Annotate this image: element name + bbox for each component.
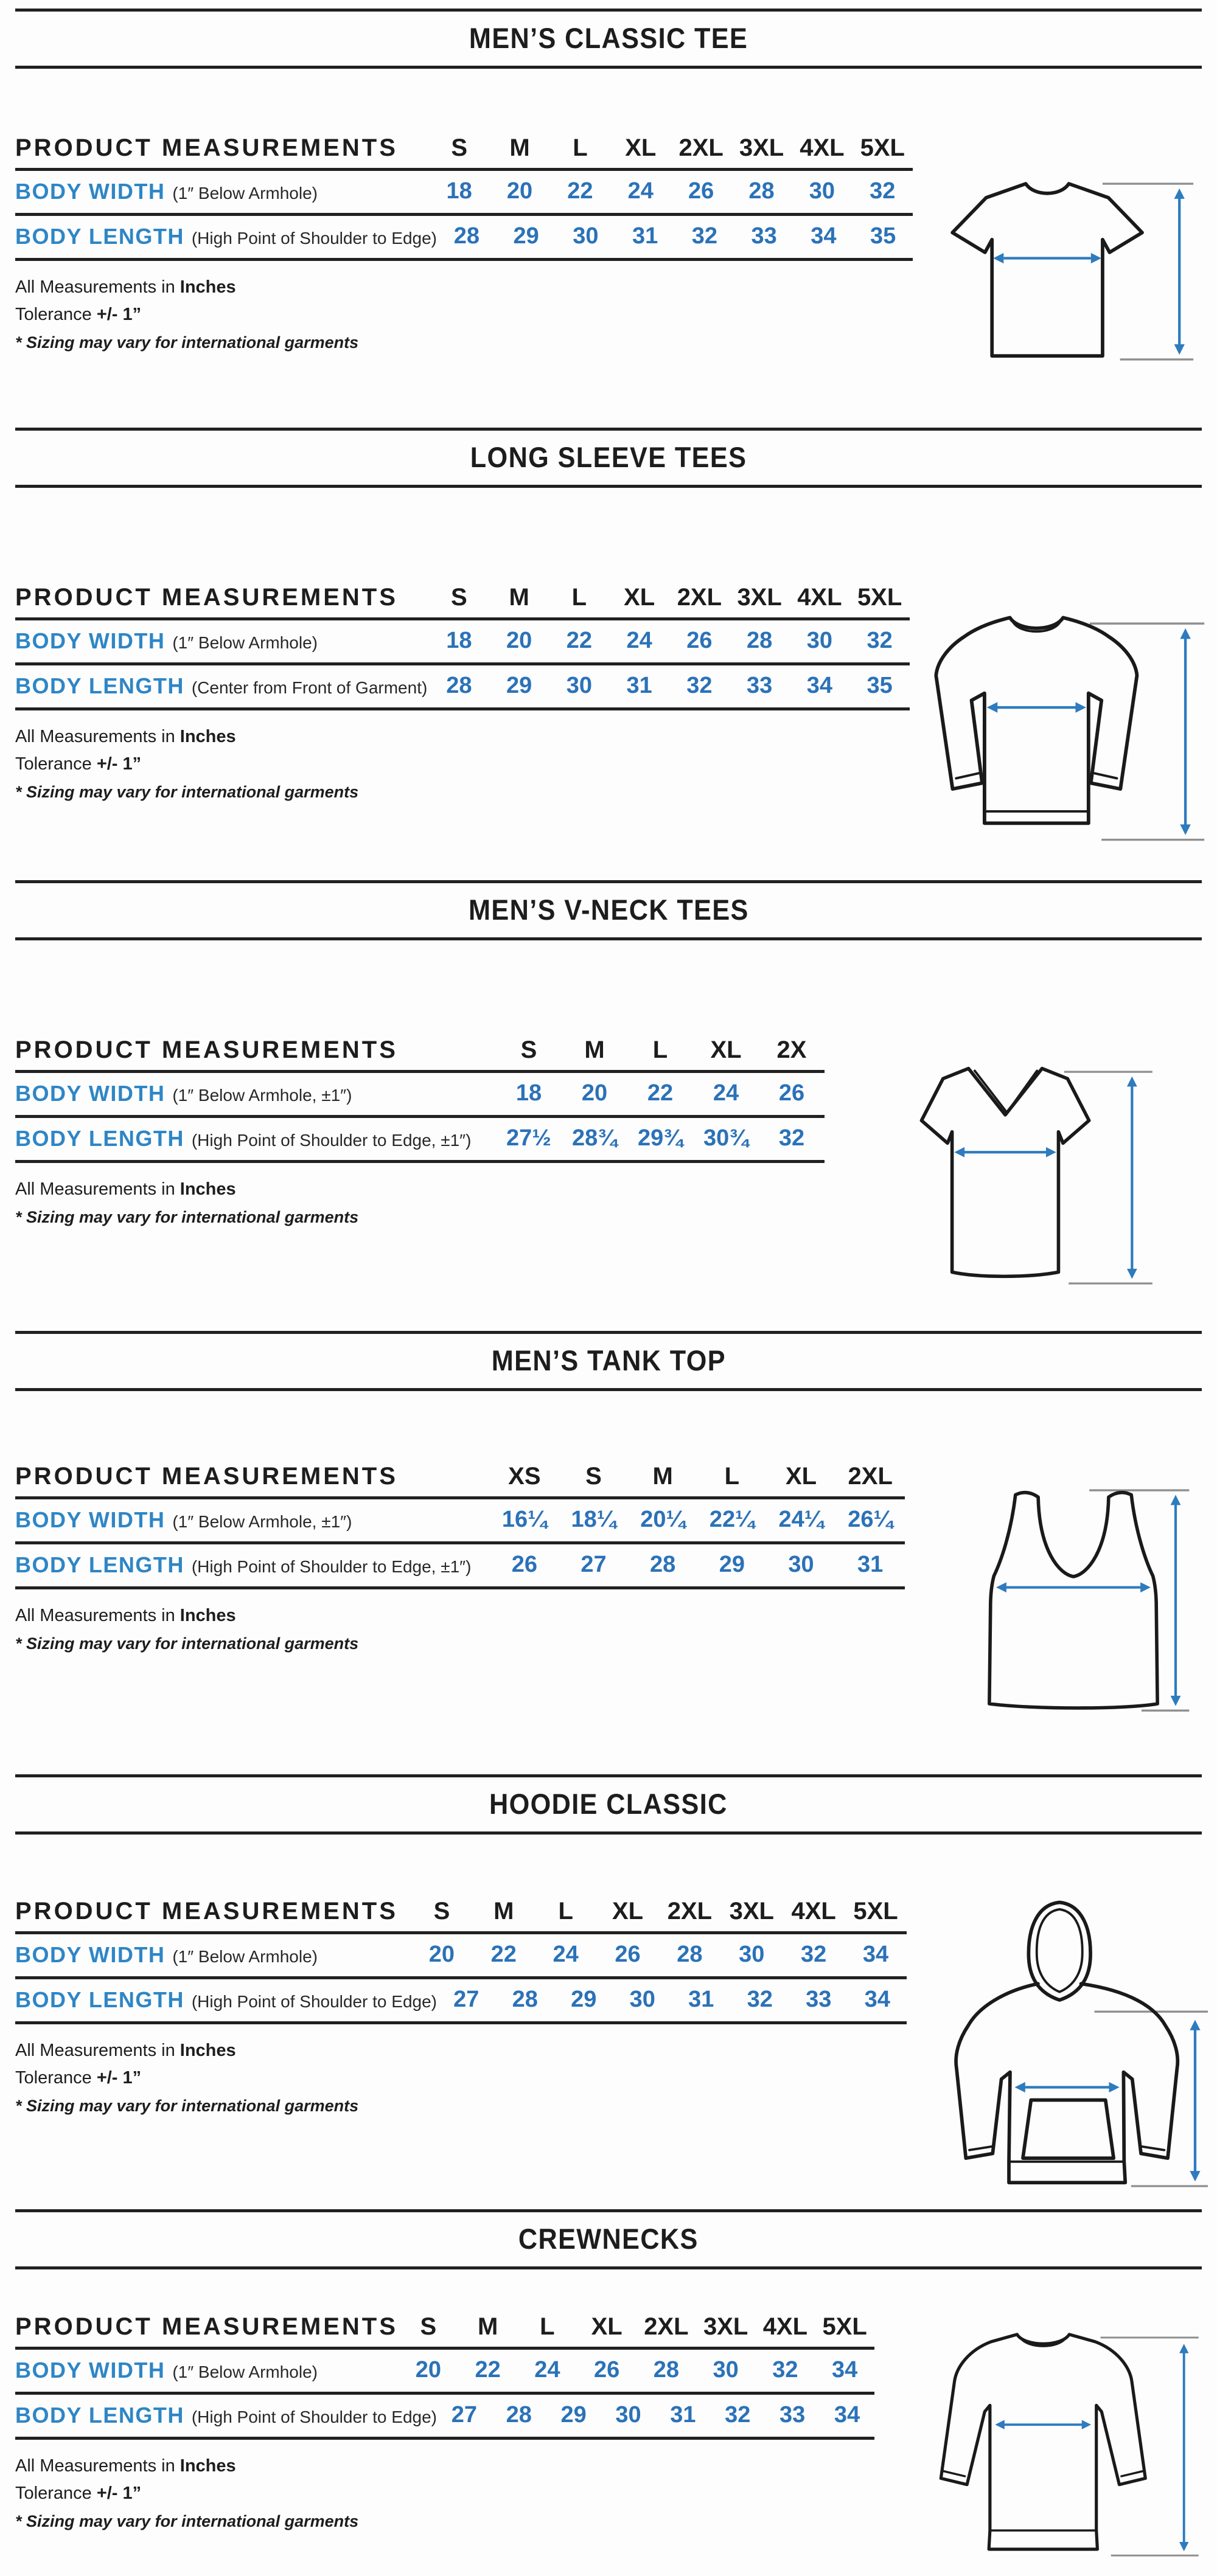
garment-outline: [952, 184, 1142, 356]
measurement-value: 18¼: [571, 1507, 616, 1532]
body-length-row: [15, 1979, 907, 2024]
body-width-arrow: [993, 253, 1101, 263]
body-width-row: [15, 2350, 874, 2395]
section-title: [0, 1777, 1217, 1831]
size-column-header: 2XL: [667, 1898, 713, 1925]
row-label-note: (High Point of Shoulder to Edge, ±1″): [191, 1130, 472, 1150]
row-label-cell: [15, 1942, 411, 1968]
measurements-table: [15, 1458, 905, 1589]
row-label: BODY WIDTH: [15, 1080, 166, 1106]
measurement-value: 28: [748, 178, 775, 204]
hood-inner-line: [1037, 1909, 1083, 1992]
measurement-value: 32: [801, 1942, 827, 1967]
row-label-cell: [15, 1987, 437, 2013]
measurement-value: 30: [809, 178, 835, 204]
row-label-cell: [15, 179, 429, 204]
measurements-table: [15, 579, 910, 710]
garment-outline: [936, 617, 1137, 823]
garment-outline: [921, 1069, 1089, 1277]
size-column-header: S: [433, 1898, 450, 1925]
measurement-value: 27: [451, 2402, 478, 2428]
size-column-header: 2XL: [677, 584, 722, 611]
measurement-value: 32: [870, 178, 896, 204]
measurement-value: 20: [581, 1080, 608, 1106]
row-label-note: (High Point of Shoulder to Edge): [191, 228, 437, 248]
row-label-cell: [15, 1081, 496, 1106]
section-classic-tee: [0, 9, 1217, 428]
size-column-header: 3XL: [703, 2313, 748, 2340]
footnote-tolerance: Tolerance +/- 1”: [15, 2483, 142, 2503]
measurement-value: 33: [779, 2402, 806, 2428]
measurement-value: 28: [746, 628, 773, 653]
row-label-cell: [15, 1126, 496, 1151]
body-width-row: [15, 171, 913, 216]
measurement-value: 32: [747, 1987, 773, 2012]
size-column-header: 2X: [776, 1036, 807, 1063]
table-header-row: [15, 1458, 905, 1499]
measurement-value: 30: [629, 1987, 655, 2012]
size-column-header: XL: [612, 1898, 644, 1925]
section-body: [0, 130, 1217, 428]
body-length-row: [15, 665, 910, 710]
garment-figure: [913, 2323, 1205, 2573]
footnote-sizing: * Sizing may vary for international garments: [15, 2512, 359, 2530]
row-label-cell: [15, 628, 429, 654]
size-column-header: M: [584, 1036, 605, 1063]
cuff-line: [943, 2471, 965, 2476]
table-header-row: [15, 579, 910, 620]
tank-top-illustration: [954, 1482, 1193, 1726]
kangaroo-pocket: [1023, 2100, 1114, 2159]
measurement-value: 29: [506, 673, 532, 698]
row-label-note: (1″ Below Armhole): [172, 1946, 318, 1966]
section-body: [0, 1893, 1217, 2209]
measurement-value: 26: [593, 2357, 620, 2383]
body-length-arrow: [1180, 628, 1190, 835]
measurement-value: 29¾: [638, 1125, 683, 1151]
measurement-value: 34: [864, 1987, 890, 2012]
size-column-header: XL: [625, 134, 657, 161]
measurement-value: 20: [415, 2357, 442, 2383]
measurement-value: 32: [778, 1125, 805, 1151]
measurement-value: 20: [428, 1942, 455, 1967]
section-title-text: MEN’S CLASSIC TEE: [469, 22, 748, 54]
measurement-value: 32: [691, 223, 718, 249]
measurement-value: 22: [647, 1080, 674, 1106]
row-label: BODY WIDTH: [15, 1942, 166, 1967]
measurement-value: 33: [751, 223, 777, 249]
size-column-header: 3XL: [739, 134, 784, 161]
measurement-value: 22¼: [709, 1507, 755, 1532]
table-header-label: PRODUCT MEASUREMENTS: [15, 1898, 398, 1925]
measurement-value: 24: [713, 1080, 739, 1106]
section-title-text: MEN’S V-NECK TEES: [468, 894, 749, 926]
divider-rule: [15, 1831, 1202, 1835]
measurement-value: 24¼: [778, 1507, 824, 1532]
section-body: [0, 579, 1217, 880]
size-column-header: S: [520, 1036, 537, 1063]
size-column-header: L: [724, 1463, 740, 1490]
measurement-value: 24: [626, 628, 652, 653]
row-label: BODY WIDTH: [15, 2357, 166, 2383]
measurement-value: 20¼: [640, 1507, 686, 1532]
measurement-value: 30: [573, 223, 599, 249]
footnote-tolerance: Tolerance +/- 1”: [15, 304, 142, 324]
measurement-value: 28¾: [572, 1125, 617, 1151]
measurement-value: 32: [772, 2357, 798, 2383]
measurement-value: 29: [719, 1552, 745, 1577]
garment-figure: [876, 1057, 1159, 1295]
section-title-band: [0, 1774, 1217, 1835]
body-length-row: [15, 1118, 825, 1163]
cuff-line: [956, 773, 980, 779]
measurement-value: 32: [725, 2402, 751, 2428]
table-header-label: PRODUCT MEASUREMENTS: [15, 2313, 398, 2340]
footnote-measurements: All Measurements in Inches: [15, 727, 236, 746]
body-width-row: [15, 1073, 825, 1118]
measurement-value: 18: [446, 628, 472, 653]
measurement-value: 18: [515, 1080, 542, 1106]
measurement-value: 32: [686, 673, 713, 698]
body-width-arrow: [1015, 2082, 1120, 2092]
measurement-value: 29: [571, 1987, 597, 2012]
row-label: BODY LENGTH: [15, 1987, 184, 2012]
section-body: [0, 2308, 1217, 2576]
measurement-value: 28: [446, 673, 472, 698]
section-title-text: CREWNECKS: [518, 2223, 699, 2255]
garment-outline: [941, 2335, 1145, 2549]
size-column-header: 5XL: [860, 134, 905, 161]
collar-line: [975, 1071, 1037, 1113]
size-column-header: 2XL: [644, 2313, 689, 2340]
row-label-note: (1″ Below Armhole, ±1″): [172, 1085, 352, 1105]
row-label-note: (1″ Below Armhole): [172, 183, 318, 203]
row-label-cell: [15, 224, 437, 249]
body-length-row: [15, 216, 913, 261]
measurement-value: 24: [627, 178, 654, 204]
section-title-band: [0, 428, 1217, 488]
size-column-header: 4XL: [800, 134, 845, 161]
row-label: BODY LENGTH: [15, 1552, 184, 1577]
section-hoodie: [0, 1774, 1217, 2209]
measurement-value: 34: [862, 1942, 889, 1967]
measurement-value: 30: [739, 1942, 765, 1967]
footnote-tolerance: Tolerance +/- 1”: [15, 754, 142, 774]
garment-outline: [989, 1493, 1157, 1708]
measurement-value: 30: [806, 628, 833, 653]
measurement-value: 35: [870, 223, 896, 249]
measurement-value: 20: [506, 628, 532, 653]
classic-tee-illustration: [928, 171, 1196, 375]
cuff-line: [969, 2147, 991, 2150]
measurement-value: 33: [806, 1987, 832, 2012]
long-sleeve-tee-illustration: [901, 606, 1208, 866]
table-header-row: [15, 2308, 874, 2350]
footnote-measurements: All Measurements in Inches: [15, 1179, 236, 1199]
section-title-band: [0, 9, 1217, 69]
section-title-text: HOODIE CLASSIC: [489, 1788, 728, 1820]
size-column-header: S: [420, 2313, 437, 2340]
measurement-value: 29: [560, 2402, 587, 2428]
measurement-value: 22: [490, 1942, 517, 1967]
body-length-arrow: [1127, 1077, 1137, 1279]
row-label: BODY LENGTH: [15, 2402, 184, 2428]
cuff-line: [1142, 2147, 1164, 2150]
measurement-value: 28: [650, 1552, 676, 1577]
size-column-header: 3XL: [737, 584, 782, 611]
section-title: [0, 12, 1217, 66]
footnote-measurements: All Measurements in Inches: [15, 277, 236, 297]
measurement-value: 22: [475, 2357, 501, 2383]
body-width-arrow: [987, 702, 1086, 712]
measurement-value: 28: [506, 2402, 532, 2428]
measurement-value: 26: [511, 1552, 537, 1577]
size-column-header: 3XL: [729, 1898, 774, 1925]
row-label: BODY WIDTH: [15, 1507, 166, 1532]
size-column-header: XL: [624, 584, 655, 611]
size-column-header: L: [573, 134, 588, 161]
measurement-value: 34: [811, 223, 837, 249]
measurement-value: 27: [453, 1987, 479, 2012]
measurement-value: 33: [746, 673, 773, 698]
table-header-label: PRODUCT MEASUREMENTS: [15, 134, 398, 161]
footnote-sizing: * Sizing may vary for international garments: [15, 782, 359, 801]
measurement-value: 35: [867, 673, 893, 698]
divider-rule: [15, 1388, 1202, 1391]
measurements-table: [15, 1032, 825, 1163]
measurement-value: 34: [806, 673, 833, 698]
row-label-note: (1″ Below Armhole, ±1″): [172, 1512, 352, 1531]
measurement-value: 30: [788, 1552, 814, 1577]
size-column-header: 4XL: [797, 584, 842, 611]
measurement-value: 27: [581, 1552, 607, 1577]
size-column-header: L: [571, 584, 587, 611]
garment-figure: [901, 606, 1208, 866]
body-width-arrow: [996, 1582, 1151, 1592]
row-label-note: (High Point of Shoulder to Edge): [191, 2407, 437, 2426]
measurement-value: 28: [677, 1942, 703, 1967]
row-label: BODY LENGTH: [15, 673, 184, 698]
measurement-value: 30: [566, 673, 593, 698]
row-label-note: (1″ Below Armhole): [172, 2362, 318, 2381]
divider-rule: [15, 937, 1202, 940]
measurement-value: 22: [566, 628, 593, 653]
size-column-header: M: [477, 2313, 498, 2340]
footnote-sizing: * Sizing may vary for international garments: [15, 2096, 359, 2115]
footnote-sizing: * Sizing may vary for international garments: [15, 333, 359, 352]
measurement-value: 30: [713, 2357, 739, 2383]
size-column-header: XL: [710, 1036, 742, 1063]
row-label-cell: [15, 2358, 399, 2383]
size-column-header: 2XL: [678, 134, 724, 161]
section-long-sleeve-tee: [0, 428, 1217, 880]
size-column-header: M: [509, 134, 530, 161]
measurement-value: 30¾: [703, 1125, 748, 1151]
measurement-value: 31: [626, 673, 652, 698]
v-neck-tee-illustration: [876, 1057, 1159, 1295]
section-body: [0, 1458, 1217, 1774]
measurements-table: [15, 2308, 874, 2440]
size-column-header: S: [585, 1463, 602, 1490]
measurement-value: 27½: [506, 1125, 551, 1151]
measurement-value: 28: [653, 2357, 680, 2383]
table-header-row: [15, 130, 913, 171]
measurement-value: 26: [686, 628, 713, 653]
measurement-value: 24: [553, 1942, 579, 1967]
footnote-measurements: All Measurements in Inches: [15, 2456, 236, 2476]
measurement-value: 30: [615, 2402, 641, 2428]
row-label-note: (High Point of Shoulder to Edge, ±1″): [191, 1557, 472, 1576]
section-title: [0, 2212, 1217, 2266]
table-header-label: PRODUCT MEASUREMENTS: [15, 584, 398, 611]
size-column-header: L: [540, 2313, 555, 2340]
measurement-value: 29: [513, 223, 539, 249]
garment-figure: [928, 171, 1196, 375]
cuff-line: [1093, 773, 1117, 779]
body-length-arrow: [1179, 2344, 1188, 2551]
section-title-band: [0, 880, 1217, 940]
measurement-value: 24: [534, 2357, 560, 2383]
size-column-header: M: [509, 584, 529, 611]
size-column-header: 4XL: [791, 1898, 836, 1925]
divider-rule: [15, 66, 1202, 69]
row-label-cell: [15, 1507, 490, 1533]
crewneck-illustration: [913, 2323, 1205, 2573]
garment-outline: [956, 1984, 1177, 2182]
measurements-table: [15, 1893, 907, 2024]
measurement-value: 31: [632, 223, 658, 249]
footnote-measurements: All Measurements in Inches: [15, 2041, 236, 2060]
garment-figure: [954, 1482, 1193, 1726]
body-width-row: [15, 1934, 907, 1979]
row-label: BODY LENGTH: [15, 223, 184, 249]
row-label: BODY WIDTH: [15, 628, 166, 653]
row-label-cell: [15, 1552, 490, 1578]
section-title-text: MEN’S TANK TOP: [491, 1344, 726, 1377]
section-tank-top: [0, 1331, 1217, 1774]
section-crewneck: [0, 2209, 1217, 2576]
table-header-row: [15, 1032, 825, 1073]
size-column-header: XL: [785, 1463, 817, 1490]
size-column-header: M: [652, 1463, 673, 1490]
body-length-arrow: [1190, 2020, 1200, 2182]
row-label-note: (1″ Below Armhole): [172, 633, 318, 652]
footnote-sizing: * Sizing may vary for international garments: [15, 1634, 359, 1653]
hoodie-illustration: [917, 1895, 1208, 2198]
row-label-note: (High Point of Shoulder to Edge): [191, 1991, 437, 2011]
body-width-arrow: [954, 1147, 1056, 1158]
measurement-value: 32: [867, 628, 893, 653]
measurement-value: 28: [453, 223, 480, 249]
section-v-neck-tee: [0, 880, 1217, 1331]
hood-outline: [1028, 1902, 1090, 2000]
body-length-arrow: [1171, 1495, 1181, 1706]
row-label-cell: [15, 2403, 437, 2428]
body-width-row: [15, 620, 910, 665]
table-header-label: PRODUCT MEASUREMENTS: [15, 1463, 398, 1490]
measurement-value: 34: [831, 2357, 858, 2383]
divider-rule: [15, 485, 1202, 488]
measurement-value: 22: [567, 178, 593, 204]
size-column-header: L: [558, 1898, 573, 1925]
row-label: BODY LENGTH: [15, 1125, 184, 1151]
measurement-value: 16¼: [501, 1507, 547, 1532]
section-title-band: [0, 2209, 1217, 2269]
divider-rule: [15, 2266, 1202, 2269]
footnote-tolerance: Tolerance +/- 1”: [15, 2067, 142, 2088]
section-title-band: [0, 1331, 1217, 1391]
garment-figure: [917, 1895, 1208, 2198]
measurement-value: 26: [615, 1942, 641, 1967]
measurement-value: 31: [857, 1552, 884, 1577]
body-length-row: [15, 2395, 874, 2440]
measurement-value: 26: [688, 178, 714, 204]
size-column-header: S: [451, 134, 468, 161]
section-title: [0, 883, 1217, 937]
size-column-header: 2XL: [848, 1463, 893, 1490]
measurement-value: 34: [834, 2402, 860, 2428]
size-column-header: M: [493, 1898, 514, 1925]
footnote-measurements: All Measurements in Inches: [15, 1606, 236, 1625]
row-label-cell: [15, 673, 429, 699]
body-width-arrow: [995, 2420, 1091, 2429]
size-column-header: XL: [591, 2313, 622, 2340]
size-column-header: 4XL: [762, 2313, 808, 2340]
size-column-header: 5XL: [822, 2313, 867, 2340]
measurement-value: 26¼: [848, 1507, 893, 1532]
section-title: [0, 1334, 1217, 1388]
body-width-row: [15, 1499, 905, 1544]
table-header-row: [15, 1893, 907, 1934]
measurement-value: 31: [688, 1987, 714, 2012]
measurement-value: 18: [446, 178, 472, 204]
section-body: [0, 1032, 1217, 1331]
size-column-header: 5XL: [853, 1898, 898, 1925]
row-label-note: (Center from Front of Garment): [191, 678, 428, 697]
size-column-header: L: [652, 1036, 668, 1063]
section-title-text: LONG SLEEVE TEES: [470, 441, 747, 473]
measurement-value: 26: [778, 1080, 805, 1106]
row-label: BODY WIDTH: [15, 178, 166, 204]
body-length-row: [15, 1544, 905, 1589]
size-column-header: S: [451, 584, 467, 611]
section-title: [0, 431, 1217, 485]
body-length-arrow: [1174, 189, 1185, 355]
measurement-value: 20: [506, 178, 533, 204]
cuff-line: [1121, 2471, 1143, 2476]
size-column-header: XS: [508, 1463, 541, 1490]
measurements-table: [15, 130, 913, 261]
measurement-value: 28: [512, 1987, 538, 2012]
footnote-sizing: * Sizing may vary for international garments: [15, 1207, 359, 1226]
table-header-label: PRODUCT MEASUREMENTS: [15, 1036, 398, 1063]
size-column-header: 5XL: [857, 584, 902, 611]
measurement-value: 31: [670, 2402, 696, 2428]
